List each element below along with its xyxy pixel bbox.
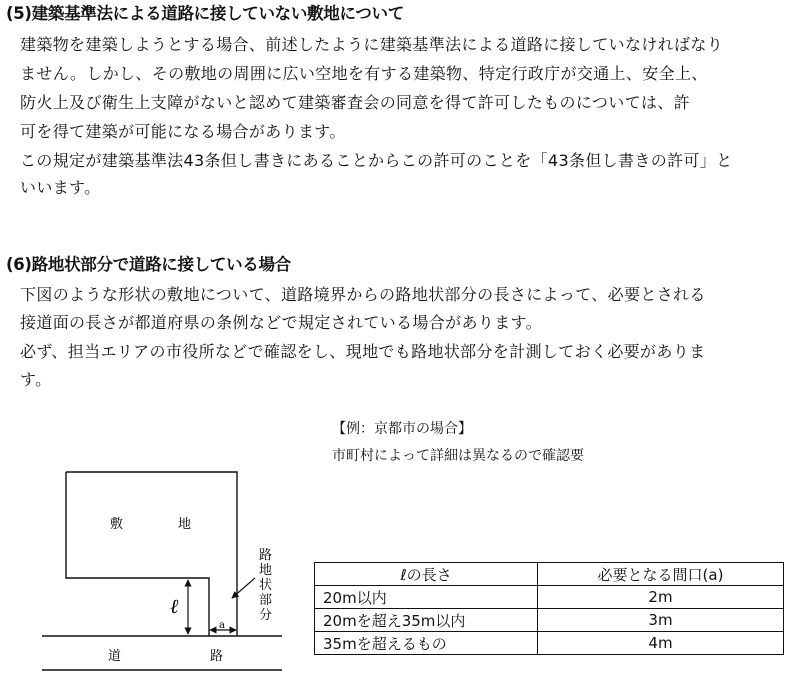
table-cell-frontage: 2m [538, 586, 784, 609]
section-6-line-3: 必ず、担当エリアの市役所などで確認をし、現地でも路地状部分を計測しておく必要がありま [20, 342, 706, 361]
table-header-length: ℓの長さ [315, 563, 538, 586]
flag-label-2: 地 [259, 563, 273, 578]
section-6-line-4: す。 [20, 370, 52, 389]
example-title: 【例：京都市の場合】 [332, 421, 472, 437]
frontage-requirement-table [314, 562, 784, 655]
length-symbol: ℓ [170, 594, 179, 618]
table-cell-frontage: 4m [538, 632, 784, 655]
section-5-line-1: 建築物を建築しようとする場合、前述したように建築基準法による道路に接していなければなり [20, 35, 724, 54]
flag-pole-leader [232, 578, 255, 598]
table-row [315, 632, 784, 655]
road-label-1: 道 [108, 649, 122, 664]
example-note: 市町村によって詳細は異なるので確認要 [332, 448, 584, 464]
flag-label-3: 状 [259, 578, 273, 593]
section-5-line-3: 防火上及び衛生上支障がないと認めて建築審査会の同意を得て許可したものについては、許 [20, 93, 691, 112]
section-5-line-4: 可を得て建築が可能になる場合があります。 [20, 122, 346, 141]
table-cell-length: 20m以内 [315, 586, 538, 609]
section-5-line-5: この規定が建築基準法43条但し書きにあることからこの許可のことを「43条但し書きの許可」と [20, 151, 733, 170]
section-6-line-2: 接道面の長さが都道府県の条例などで規定されている場合があります。 [20, 313, 542, 332]
table-header-frontage: 必要となる間口(a) [538, 563, 784, 586]
table-header-row [315, 563, 784, 586]
flag-label-5: 分 [259, 608, 273, 623]
section-5-line-6: いいます。 [20, 178, 101, 197]
width-symbol: a [219, 620, 225, 631]
table-cell-length: 35mを超えるもの [315, 632, 538, 655]
flag-label-4: 部 [259, 593, 273, 608]
table-row [315, 609, 784, 632]
section-5-line-2: ません。しかし、その敷地の周囲に広い空地を有する建築物、特定行政庁が交通上、安全上、 [20, 64, 708, 83]
section-5-heading: (5)建築基準法による道路に接していない敷地について [6, 4, 404, 23]
lot-outline [66, 472, 237, 636]
lot-label-1: 敷 [110, 517, 124, 532]
section-6-heading: (6)路地状部分で道路に接している場合 [6, 255, 291, 274]
road-label-2: 路 [210, 649, 224, 664]
table-cell-length: 20mを超え35m以内 [315, 609, 538, 632]
table-cell-frontage: 3m [538, 609, 784, 632]
lot-label-2: 地 [178, 517, 192, 532]
flag-label-1: 路 [259, 548, 273, 563]
section-6-line-1: 下図のような形状の敷地について、道路境界からの路地状部分の長さによって、必要とされる [20, 285, 706, 304]
table-row [315, 586, 784, 609]
